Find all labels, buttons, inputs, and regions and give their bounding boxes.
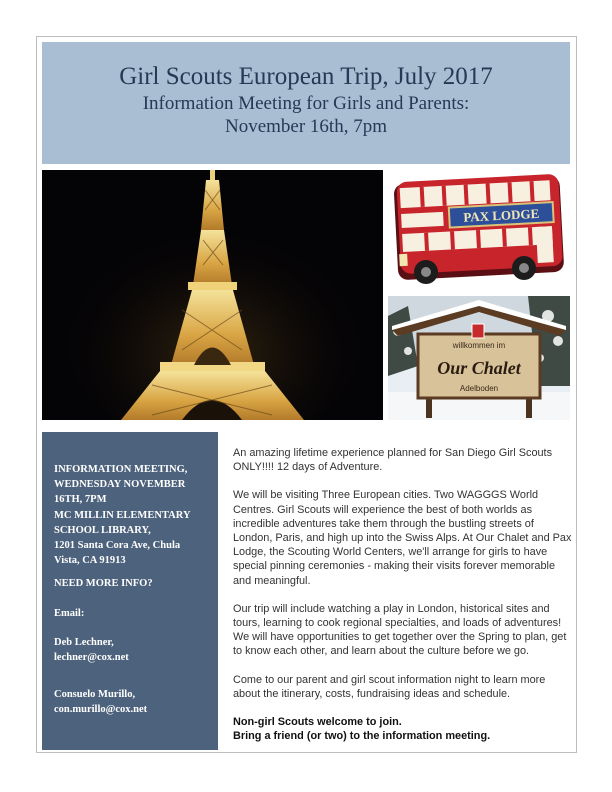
closing-line: Non-girl Scouts welcome to join. — [233, 716, 402, 729]
flyer-body — [233, 446, 573, 743]
eiffel-tower-photo — [42, 170, 383, 420]
header-banner — [42, 42, 570, 164]
chalet-sign-name: Our Chalet — [437, 358, 521, 378]
meeting-line: SCHOOL LIBRARY, — [54, 524, 151, 536]
meeting-line: INFORMATION MEETING, — [54, 464, 188, 475]
contact-name: Consuelo Murillo, — [54, 689, 136, 701]
meeting-line: 16TH, 7PM — [54, 494, 107, 506]
body-paragraph: We will be visiting Three European cities. Two WAGGGS World Centres. Girl Scouts will experience the best of both worlds as incredible adventures take them through the bustling streets of London, Paris, and high up into the Swiss Alps. At Our Chalet and Pax Lodge, the Scouting World Centers, we'll arrange for girls to have special pinning ceremonies - making their visits forever memorable and meaningful. — [233, 489, 572, 587]
contact-name: Deb Lechner, — [54, 636, 114, 648]
closing-line: Bring a friend (or two) to the information meeting. — [233, 730, 491, 743]
email-label: Email: — [54, 607, 85, 619]
info-sidebar — [42, 432, 218, 750]
flyer-subtitle-line2: November 16th, 7pm — [224, 116, 387, 137]
flyer-title: Girl Scouts European Trip, July 2017 — [119, 63, 493, 90]
body-paragraph: An amazing lifetime experience planned for San Diego Girl Scouts ONLY!!!! 12 days of Adventure. — [233, 447, 553, 474]
bus-sign-text: PAX LODGE — [462, 205, 540, 225]
body-paragraph: Our trip will include watching a play in London, historical sites and tours, learning to cook regional specialties, and loads of adventures! We will have opportunities to get together over the Spring to plan, get to know each other, and learn about the culture before we go. — [233, 602, 567, 658]
flyer-subtitle-line1: Information Meeting for Girls and Parents: — [142, 93, 470, 114]
meeting-line: Vista, CA 91913 — [54, 555, 126, 567]
need-more-info-heading: NEED MORE INFO? — [54, 578, 153, 590]
body-paragraph: Come to our parent and girl scout information night to learn more about the itinerary, costs, fundraising ideas and schedule. — [233, 673, 546, 700]
contact-email-link[interactable]: con.murillo@cox.net — [54, 704, 148, 716]
contact-email-link[interactable]: lechner@cox.net — [54, 652, 129, 664]
our-chalet-sign-photo — [388, 296, 570, 420]
pax-lodge-bus-pin-photo — [388, 170, 570, 292]
chalet-sign-welcome: willkommen im — [452, 341, 506, 350]
meeting-line: MC MILLIN ELEMENTARY — [54, 509, 191, 521]
meeting-line: 1201 Santa Cora Ave, Chula — [54, 540, 181, 552]
chalet-sign-place: Adelboden — [459, 384, 499, 393]
meeting-line: WEDNESDAY NOVEMBER — [54, 479, 186, 491]
